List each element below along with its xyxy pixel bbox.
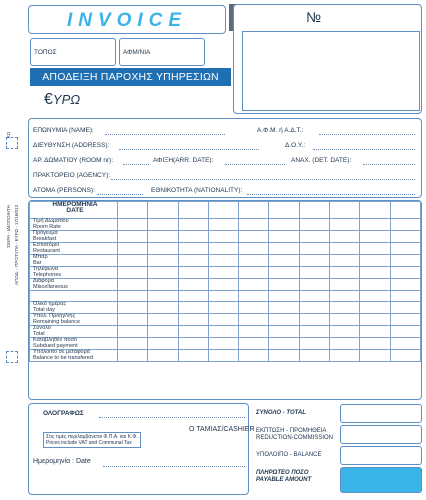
charge-cell[interactable] — [239, 231, 269, 243]
address-line[interactable] — [119, 149, 259, 150]
charge-cell[interactable] — [360, 291, 390, 302]
charge-row — [30, 231, 421, 243]
stamp-area[interactable] — [242, 31, 420, 111]
charge-cell[interactable] — [299, 326, 329, 338]
charge-cell[interactable] — [390, 279, 420, 291]
amount-in-words-section — [28, 403, 255, 495]
charge-cell[interactable] — [178, 302, 208, 314]
charge-row-label — [30, 219, 118, 231]
charge-cell[interactable] — [330, 243, 360, 255]
charge-label-en: Total day — [33, 306, 56, 313]
date-header-cell[interactable] — [239, 202, 269, 219]
charge-cell[interactable] — [390, 243, 420, 255]
punch-mark-top — [6, 137, 18, 149]
charge-row-label — [30, 350, 118, 362]
charge-cell[interactable] — [360, 314, 390, 326]
charge-cell[interactable] — [208, 267, 238, 279]
date-header-cell[interactable] — [118, 202, 148, 219]
invoice-title-box — [28, 5, 226, 34]
charge-cell[interactable] — [178, 338, 208, 350]
nationality-line[interactable] — [247, 194, 415, 195]
charge-cell[interactable] — [208, 231, 238, 243]
charge-label-en: Subdued payment — [33, 342, 78, 349]
charge-cell[interactable] — [118, 219, 148, 231]
discount-label-en: REDUCTION-COMMISSION — [256, 435, 333, 441]
side-print-a: ΣΕΙΡΑ - ΙΔΙΟΠΟΙΗΤΗ — [6, 205, 11, 248]
charge-cell[interactable] — [148, 302, 178, 314]
tax-office-label: Δ.Ο.Υ.: — [285, 142, 306, 149]
vat-note — [43, 432, 141, 448]
charge-cell[interactable] — [390, 314, 420, 326]
room-label: ΑΡ. ΔΩΜΑΤΙΟΥ (ROOM nr): — [33, 157, 114, 164]
charge-cell[interactable] — [239, 243, 269, 255]
charge-cell[interactable] — [118, 267, 148, 279]
charge-cell[interactable] — [239, 291, 269, 302]
persons-label: ΑΤΟΜΑ (PERSONS): — [33, 187, 95, 194]
charge-cell[interactable] — [269, 314, 299, 326]
discount-label — [256, 428, 333, 442]
charge-cell[interactable] — [360, 255, 390, 267]
charge-label-gr: Διάφορα — [33, 278, 55, 284]
charge-row — [30, 243, 421, 255]
charge-cell[interactable] — [118, 243, 148, 255]
date-header-gr: ΗΜΕΡΟΜΗΝΙΑ — [52, 201, 98, 208]
charge-cell[interactable] — [118, 291, 148, 302]
in-words-label: ΟΛΟΓΡΑΦΩΣ — [43, 410, 84, 417]
in-words-line[interactable] — [99, 417, 245, 418]
date-header-cell[interactable] — [148, 202, 178, 219]
charge-cell[interactable] — [148, 219, 178, 231]
charge-cell[interactable] — [360, 302, 390, 314]
charge-cell[interactable] — [208, 326, 238, 338]
date-line[interactable] — [103, 466, 245, 467]
charge-row-label — [30, 231, 118, 243]
charge-cell[interactable] — [299, 338, 329, 350]
charge-cell[interactable] — [148, 243, 178, 255]
charge-cell[interactable] — [239, 350, 269, 362]
charge-cell[interactable] — [390, 302, 420, 314]
charge-cell[interactable] — [390, 255, 420, 267]
charge-cell[interactable] — [269, 267, 299, 279]
charge-label-en: Bar — [33, 259, 42, 266]
charge-cell[interactable] — [299, 279, 329, 291]
agency-label: ΠΡΑΚΤΟΡΕΙΟ (AGENCY): — [33, 172, 111, 179]
cashier-label: Ο ΤΑΜΙΑΣ/CASHIER — [189, 426, 255, 433]
vat-note-gr: Στις τιμές περιλαμβάνεται Φ.Π.Α. και Κ.Φ. — [46, 434, 138, 440]
charge-label-gr: Υπόλοιπο σε μεταφορά — [33, 349, 90, 356]
charge-cell[interactable] — [178, 314, 208, 326]
charge-cell[interactable] — [148, 255, 178, 267]
charge-cell[interactable] — [239, 255, 269, 267]
charge-row — [30, 326, 421, 338]
charge-label-gr: Πρόγευμα — [33, 230, 58, 236]
charge-cell[interactable] — [208, 314, 238, 326]
charge-row — [30, 279, 421, 291]
customer-info-section — [28, 118, 422, 198]
total-label: ΣΥΝΟΛΟ - TOTAL — [256, 410, 306, 416]
charge-cell[interactable] — [360, 326, 390, 338]
charge-cell[interactable] — [148, 291, 178, 302]
date-header-cell[interactable] — [178, 202, 208, 219]
balance-row — [254, 446, 422, 466]
address-label: ΔΙΕΥΘΥΝΣΗ (ADDRESS): — [33, 142, 110, 149]
balance-label: ΥΠΟΛΟΙΠΟ - BALANCE — [256, 452, 322, 458]
charge-cell[interactable] — [330, 279, 360, 291]
name-label: ΕΠΩΝΥΜΙΑ (NAME): — [33, 127, 94, 134]
charge-cell[interactable] — [330, 326, 360, 338]
payable-label-gr: ΠΛΗΡΩΤΕΟ ΠΟΣΟ — [256, 470, 309, 476]
payable-field[interactable] — [340, 467, 422, 493]
name-line[interactable] — [105, 134, 225, 135]
charge-cell[interactable] — [390, 338, 420, 350]
charge-cell[interactable] — [178, 255, 208, 267]
departure-line[interactable] — [363, 164, 415, 165]
date-header-label — [30, 202, 118, 219]
charge-cell[interactable] — [239, 279, 269, 291]
charge-cell[interactable] — [269, 279, 299, 291]
vat-number-label: ΑΦΜ/ΝΙΑ — [123, 49, 151, 56]
charge-cell[interactable] — [360, 231, 390, 243]
payable-label — [256, 470, 311, 484]
persons-line[interactable] — [97, 194, 143, 195]
total-row — [254, 404, 422, 424]
charge-cell[interactable] — [118, 255, 148, 267]
charge-cell[interactable] — [148, 279, 178, 291]
departure-label: ΑΝΑΧ. (DET. DATE): — [291, 157, 352, 164]
charge-label-gr: Καταβληθέν ποσό — [33, 337, 78, 344]
charge-cell[interactable] — [178, 243, 208, 255]
date-header-cell[interactable] — [390, 202, 420, 219]
charge-row — [30, 314, 421, 326]
charge-cell[interactable] — [330, 314, 360, 326]
nationality-label: ΕΘΝΙΚΟΤΗΤΑ (NATIONALITY): — [151, 187, 243, 194]
charge-cell[interactable] — [239, 219, 269, 231]
side-print-b: ΑΠΟΔ. - ΠΡΟΤΥΠΑ - ΕΥΡΩ - 17/16/013 — [14, 205, 19, 285]
tax-office-line[interactable] — [313, 149, 415, 150]
charge-cell[interactable] — [118, 314, 148, 326]
charge-label-gr: Τηλέφωνα — [33, 266, 59, 272]
arrival-line[interactable] — [225, 164, 285, 165]
charge-cell[interactable] — [360, 267, 390, 279]
side-print-c: ΧΩ — [6, 132, 11, 139]
charge-cell[interactable] — [299, 302, 329, 314]
invoice-number-box — [233, 4, 422, 114]
number-label: № — [306, 9, 322, 25]
date-header-cell[interactable] — [269, 202, 299, 219]
room-line[interactable] — [123, 164, 149, 165]
agency-line[interactable] — [111, 179, 415, 180]
charge-cell[interactable] — [390, 326, 420, 338]
charge-cell[interactable] — [299, 219, 329, 231]
charge-cell[interactable] — [330, 302, 360, 314]
charge-cell[interactable] — [330, 231, 360, 243]
payable-row — [254, 467, 422, 487]
charge-cell[interactable] — [299, 243, 329, 255]
punch-mark-bottom — [6, 351, 18, 363]
charge-label-en: Total — [33, 330, 45, 337]
charge-cell[interactable] — [148, 350, 178, 362]
charge-cell[interactable] — [269, 350, 299, 362]
date-header-en: DATE — [66, 206, 84, 214]
charge-cell[interactable] — [208, 338, 238, 350]
charge-cell[interactable] — [208, 302, 238, 314]
charge-label-gr: Υπολ. Προηγ/νης — [33, 313, 76, 320]
charge-cell[interactable] — [330, 267, 360, 279]
charge-cell[interactable] — [239, 338, 269, 350]
receipt-title-band: ΑΠΟΔΕΙΞΗ ΠΑΡΟΧΗΣ ΥΠΗΡΕΣΙΩΝ — [30, 68, 231, 86]
charge-label-en: Telephones — [33, 271, 62, 278]
date-header-cell[interactable] — [360, 202, 390, 219]
charge-cell[interactable] — [208, 279, 238, 291]
charge-label-en: Breakfast — [33, 235, 57, 242]
charge-cell[interactable] — [269, 243, 299, 255]
charge-label-en: Miscellaneous — [33, 283, 68, 290]
charge-cell[interactable] — [178, 350, 208, 362]
charge-row-label — [30, 302, 118, 314]
charge-cell[interactable] — [390, 267, 420, 279]
totals-panel — [254, 404, 422, 496]
tax-id-line[interactable] — [319, 134, 415, 135]
charge-label-gr: Μπαρ — [33, 254, 48, 260]
discount-field[interactable] — [340, 425, 422, 444]
charge-row — [30, 255, 421, 267]
charge-cell[interactable] — [178, 326, 208, 338]
charge-cell[interactable] — [178, 267, 208, 279]
charge-cell[interactable] — [390, 350, 420, 362]
charge-cell[interactable] — [239, 314, 269, 326]
charge-label-gr: Εστιατόριο — [33, 242, 60, 248]
charge-cell[interactable] — [269, 338, 299, 350]
charge-row-label — [30, 267, 118, 279]
charge-cell[interactable] — [330, 350, 360, 362]
euro-logo — [44, 91, 80, 109]
charge-cell[interactable] — [208, 255, 238, 267]
charge-cell[interactable] — [269, 302, 299, 314]
charge-row — [30, 302, 421, 314]
charge-cell[interactable] — [118, 279, 148, 291]
charge-label-en: Restaurant — [33, 247, 60, 254]
total-field[interactable] — [340, 404, 422, 423]
tax-id-label: Α.Φ.Μ. ή Α.Δ.Τ.: — [257, 127, 304, 134]
charge-cell[interactable] — [299, 314, 329, 326]
charge-cell[interactable] — [208, 243, 238, 255]
charge-cell[interactable] — [390, 219, 420, 231]
charge-label-gr: Όλικό ημέρας — [33, 301, 67, 308]
charge-cell[interactable] — [148, 231, 178, 243]
date-label: Ημερομηνία : Date — [33, 458, 91, 465]
charge-cell[interactable] — [390, 231, 420, 243]
charge-row — [30, 291, 421, 302]
charge-row-label — [30, 243, 118, 255]
euro-icon: € — [44, 91, 53, 108]
charge-cell[interactable] — [299, 350, 329, 362]
charge-cell[interactable] — [269, 291, 299, 302]
charge-cell[interactable] — [208, 291, 238, 302]
charges-table — [29, 201, 421, 362]
charges-section — [28, 200, 422, 400]
charge-label-en: Room Rate — [33, 223, 61, 230]
charge-cell[interactable] — [208, 219, 238, 231]
charge-cell[interactable] — [269, 231, 299, 243]
charge-cell[interactable] — [360, 338, 390, 350]
charge-label-gr: Σύνολο — [33, 325, 51, 332]
date-header-cell[interactable] — [208, 202, 238, 219]
charge-cell[interactable] — [148, 267, 178, 279]
charge-cell[interactable] — [360, 243, 390, 255]
date-header-cell[interactable] — [330, 202, 360, 219]
charge-label-en: Remaining balance — [33, 318, 81, 325]
charge-cell[interactable] — [118, 350, 148, 362]
discount-row — [254, 425, 422, 445]
charge-cell[interactable] — [178, 231, 208, 243]
brand-text: ΥΡΩ — [52, 92, 81, 107]
vat-number-field[interactable] — [119, 38, 205, 66]
charge-cell[interactable] — [148, 314, 178, 326]
charge-row-label — [30, 279, 118, 291]
payable-label-en: PAYABLE AMOUNT — [256, 477, 312, 483]
charge-cell[interactable] — [269, 219, 299, 231]
charge-cell[interactable] — [330, 338, 360, 350]
charge-cell[interactable] — [330, 255, 360, 267]
invoice-title: INVOICE — [66, 10, 188, 31]
charge-row — [30, 267, 421, 279]
charge-cell[interactable] — [360, 219, 390, 231]
date-header-cell[interactable] — [299, 202, 329, 219]
place-label: ΤΟΠΟΣ — [34, 49, 57, 56]
charge-cell[interactable] — [208, 350, 238, 362]
charge-cell[interactable] — [360, 279, 390, 291]
charge-row-label — [30, 255, 118, 267]
charge-label-gr: Τιμή Δωματίου — [33, 218, 69, 224]
date-header-row — [30, 202, 421, 219]
charge-cell[interactable] — [360, 350, 390, 362]
charge-cell[interactable] — [178, 291, 208, 302]
charge-cell[interactable] — [330, 219, 360, 231]
charge-cell[interactable] — [118, 326, 148, 338]
vat-note-en: Prices include VAT and Communal Tax — [46, 440, 132, 446]
charge-cell[interactable] — [118, 338, 148, 350]
charge-cell[interactable] — [269, 326, 299, 338]
charge-cell[interactable] — [178, 219, 208, 231]
charge-cell[interactable] — [299, 231, 329, 243]
discount-label-gr: ΕΚΠΤΩΣΗ - ΠΡΟΜΗΘΕΙΑ — [256, 428, 327, 434]
charge-label-en: Balance to be transfered — [33, 354, 93, 361]
charge-cell[interactable] — [239, 326, 269, 338]
charge-cell[interactable] — [239, 302, 269, 314]
arrival-label: ΑΦΙΞΗ(ARR. DATE): — [153, 157, 214, 164]
charge-cell[interactable] — [299, 291, 329, 302]
charge-cell[interactable] — [178, 279, 208, 291]
charge-cell[interactable] — [148, 338, 178, 350]
charge-cell[interactable] — [118, 231, 148, 243]
charge-cell[interactable] — [299, 267, 329, 279]
place-field[interactable] — [30, 38, 116, 66]
charge-cell[interactable] — [299, 255, 329, 267]
charge-row — [30, 219, 421, 231]
charge-row — [30, 350, 421, 362]
charge-cell[interactable] — [239, 267, 269, 279]
balance-field[interactable] — [340, 446, 422, 465]
charge-cell[interactable] — [269, 255, 299, 267]
charge-cell[interactable] — [390, 291, 420, 302]
charge-cell[interactable] — [148, 326, 178, 338]
charge-cell[interactable] — [330, 291, 360, 302]
charge-cell[interactable] — [118, 302, 148, 314]
